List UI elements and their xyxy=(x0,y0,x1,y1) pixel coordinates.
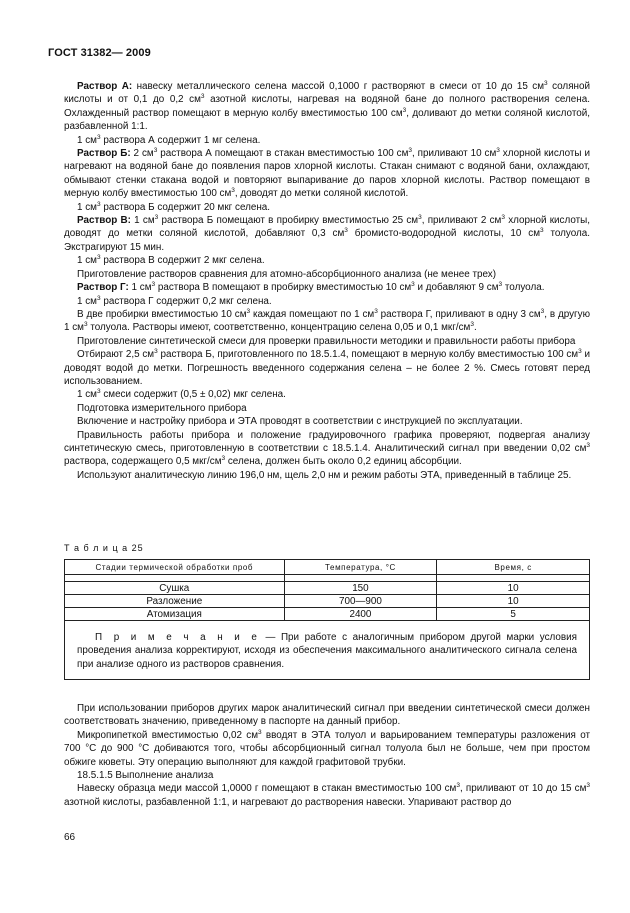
cell-stage: Сушка xyxy=(65,582,285,595)
text-run: селена, должен быть около 0,2 единиц абсорбции. xyxy=(225,456,462,468)
text-run: и доводят водой до метки. Погрешность введенного содержания селена – не более 2 %. Смесь готовят перед использованием. xyxy=(64,349,590,387)
body-text xyxy=(64,80,590,482)
text-run: 1 см xyxy=(77,389,97,401)
note-text: — При работе с аналогичным прибором другой марки условия проведения анализа корректируют, исходя из обеспечения максимального аналитического сигнала селена при анализе одного из растворов сравнения. xyxy=(77,632,577,670)
superscript: 3 xyxy=(151,281,156,289)
superscript: 3 xyxy=(586,782,590,790)
text-run: 1 см xyxy=(77,255,97,267)
paragraph xyxy=(64,214,590,254)
cell-stage: Разложение xyxy=(65,595,285,608)
text-run: 1 см xyxy=(130,215,155,227)
paragraph-lead: Раствор Г: xyxy=(77,282,129,294)
text-run: каждая помещают по 1 см xyxy=(250,308,375,320)
paragraph xyxy=(64,254,590,267)
superscript: 3 xyxy=(96,133,101,141)
text-run: , приливают от 10 до 15 см xyxy=(459,783,587,795)
text-run: раствора Б помещают в пробирку вместимостью 25 см xyxy=(158,215,419,227)
paragraph-lead: Раствор Б: xyxy=(77,148,131,160)
table-row xyxy=(65,595,590,608)
superscript: 3 xyxy=(96,388,101,396)
table-note xyxy=(65,621,590,680)
thermal-table xyxy=(64,559,590,680)
note-label: П р и м е ч а н и е xyxy=(95,632,260,643)
superscript: 3 xyxy=(200,93,205,101)
superscript: 3 xyxy=(231,187,235,195)
superscript: 3 xyxy=(470,321,474,329)
table-row xyxy=(65,582,590,595)
superscript: 3 xyxy=(456,782,460,790)
paragraph xyxy=(64,469,590,482)
paragraph xyxy=(64,268,590,281)
superscript: 3 xyxy=(154,214,159,222)
superscript: 3 xyxy=(153,147,158,155)
text-run: бромисто-водородной кислоты, 10 см xyxy=(347,228,540,240)
text-run: азотной кислоты, разбавленной 1:1, и нагревают до растворения навески. Упаривают раствор до xyxy=(64,796,512,808)
superscript: 3 xyxy=(374,307,378,315)
header-temperature: Температура, °С xyxy=(284,560,437,575)
paragraph xyxy=(64,147,590,201)
superscript: 3 xyxy=(96,200,101,208)
text-run: раствора Б, приготовленного по 18.5.1.4, помещают в мерную колбу вместимостью 100 см xyxy=(157,349,579,361)
text-run: 18.5.1.5 Выполнение анализа xyxy=(77,770,214,782)
text-run: , приливают 10 см xyxy=(412,148,497,160)
text-run: хлорной кислоты, доводят до метки соляной кислотой, добавляют 0,3 см xyxy=(64,215,590,240)
text-run: Приготовление растворов сравнения для атомно-абсорбционного анализа (не менее трех) xyxy=(77,268,497,280)
table-row xyxy=(65,608,590,621)
superscript: 3 xyxy=(498,281,503,289)
text-run: толуола. xyxy=(502,282,545,294)
header-time: Время, с xyxy=(437,560,590,575)
table-caption: Т а б л и ц а 25 xyxy=(64,543,144,553)
superscript: 3 xyxy=(418,214,422,222)
text-run: Правильность работы прибора и положение градуировочного графика проверяют, подвергая анализу синтетическую смесь, приготовленную в соответствии с 18.5.1.4. Аналитический сигнал при введении 0,02 см xyxy=(64,429,590,454)
cell-time: 5 xyxy=(437,608,590,621)
superscript: 3 xyxy=(154,348,158,356)
superscript: 3 xyxy=(540,227,544,235)
text-run: раствора А содержит 1 мг селена. xyxy=(100,134,261,146)
table-header-row xyxy=(65,560,590,575)
superscript: 3 xyxy=(246,307,251,315)
paragraph xyxy=(64,348,590,388)
text-run: 2 см xyxy=(130,148,154,160)
text-run: Микропипеткой вместимостью 0,02 см xyxy=(77,729,258,741)
page-number: 66 xyxy=(64,832,76,843)
text-run: Приготовление синтетической смеси для проверки правильности методики и правильности работы прибора xyxy=(77,335,576,347)
text-run: раствора В помещают в пробирку вместимостью 10 см xyxy=(155,282,412,294)
superscript: 3 xyxy=(501,214,505,222)
text-run: , приливают 2 см xyxy=(421,215,502,227)
text-run: 1 см xyxy=(77,201,97,213)
header-stages: Стадии термической обработки проб xyxy=(65,560,285,575)
text-run: толуола. Растворы имеют, соответственно, концентрацию селена 0,05 и 0,1 мкг/см xyxy=(87,322,471,334)
paragraph xyxy=(64,295,590,308)
body-text-after-table xyxy=(64,702,590,809)
text-run: В две пробирки вместимостью 10 см xyxy=(77,308,247,320)
superscript: 3 xyxy=(578,348,582,356)
paragraph xyxy=(64,429,590,469)
text-run: 1 см xyxy=(128,282,152,294)
text-run: , в другую 1 см xyxy=(64,308,591,334)
paragraph xyxy=(64,335,590,348)
cell-temperature: 150 xyxy=(284,582,437,595)
paragraph xyxy=(64,281,590,294)
paragraph xyxy=(64,402,590,415)
paragraph xyxy=(64,729,590,769)
paragraph xyxy=(64,308,590,335)
superscript: 3 xyxy=(344,227,348,235)
superscript: 3 xyxy=(540,307,545,315)
cell-time: 10 xyxy=(437,582,590,595)
text-run: раствора Б содержит 20 мкг селена. xyxy=(100,201,271,213)
superscript: 3 xyxy=(83,321,88,329)
text-run: раствора Г содержит 0,2 мкг селена. xyxy=(100,295,272,307)
text-run: Навеску образца меди массой 1,0000 г помещают в стакан вместимостью 100 см xyxy=(77,783,457,795)
superscript: 3 xyxy=(221,455,226,463)
superscript: 3 xyxy=(402,106,407,114)
text-run: 1 см xyxy=(77,134,97,146)
paragraph xyxy=(64,702,590,729)
text-run: соляной кислоты и от 0,1 до 0,2 см xyxy=(64,81,591,106)
superscript: 3 xyxy=(411,281,415,289)
text-run: Отбирают 2,5 см xyxy=(77,349,155,361)
paragraph xyxy=(64,80,590,134)
paragraph xyxy=(64,415,590,428)
text-run: Используют аналитическую линию 196,0 нм, щель 2,0 нм и режим работы ЭТА, приведенный в таблице 25. xyxy=(77,469,572,481)
paragraph xyxy=(64,134,590,147)
paragraph-lead: Раствор А: xyxy=(77,81,133,92)
text-run: раствора, содержащего 0,5 мкг/см xyxy=(64,456,222,468)
text-run: хлорной кислоты и нагревают на водяной бане до появления паров хлорной кислоты. Стакан снимают с водяной бани, охлаждают, обмывают стенки стакана водой и повторяют выпаривание до паров хлорной кислоты. Раствор помещают в мерную колбу вместимостью 100 см xyxy=(64,148,590,200)
text-run: азотной кислоты, нагревая на водяной бане до полного растворения селена. Охлажденный раствор помещают в мерную колбу вместимостью 100 см xyxy=(64,94,590,119)
text-run: раствора В содержит 2 мкг селена. xyxy=(100,255,265,267)
superscript: 3 xyxy=(544,80,548,87)
text-run: смеси содержит (0,5 ± 0,02) мкг селена. xyxy=(100,389,286,401)
text-run: При использовании приборов других марок аналитический сигнал при введении синтетической смеси должен соответствовать значению, приведенному в паспорте на данный прибор. xyxy=(64,703,590,728)
superscript: 3 xyxy=(586,441,590,449)
text-run: и добавляют 9 см xyxy=(414,282,499,294)
cell-stage: Атомизация xyxy=(65,608,285,621)
paragraph-lead: Раствор В: xyxy=(77,215,131,227)
text-run: Включение и настройку прибора и ЭТА проводят в соответствии с инструкцией по эксплуатации. xyxy=(77,416,523,428)
text-run: 1 см xyxy=(77,295,97,307)
text-run: , доводят до метки соляной кислотой. xyxy=(234,188,409,200)
text-run: , доливают до метки соляной кислотой, разбавленной 1:1. xyxy=(64,107,590,133)
superscript: 3 xyxy=(96,254,101,262)
document-header: ГОСТ 31382— 2009 xyxy=(48,47,151,59)
superscript: 3 xyxy=(408,147,412,155)
paragraph xyxy=(64,388,590,401)
text-run: вводят в ЭТА толуол и варьированием температуры разложения от 700 °С до 900 °С добиваются того, чтобы абсорбционный сигнал толуола был не больше, чем при простом обжиге кюветы. Эту операцию выполняют для каждой графитовой трубки. xyxy=(64,729,590,768)
superscript: 3 xyxy=(257,728,262,736)
text-run: навеску металлического селена массой 0,1000 г растворяют в смеси от 10 до 15 см xyxy=(132,81,545,92)
cell-temperature: 2400 xyxy=(284,608,437,621)
text-run: Подготовка измерительного прибора xyxy=(77,402,247,414)
superscript: 3 xyxy=(496,147,500,155)
superscript: 3 xyxy=(96,294,101,302)
cell-temperature: 700—900 xyxy=(284,595,437,608)
text-run: толуола. Экстрагируют 15 мин. xyxy=(64,228,591,253)
text-run: . xyxy=(473,322,477,334)
text-run: раствора Г, приливают в одну 3 см xyxy=(377,308,541,320)
paragraph xyxy=(64,201,590,214)
text-run: раствора А помещают в стакан вместимостью 100 см xyxy=(157,148,409,160)
paragraph xyxy=(64,782,590,809)
cell-time: 10 xyxy=(437,595,590,608)
paragraph xyxy=(64,769,590,782)
